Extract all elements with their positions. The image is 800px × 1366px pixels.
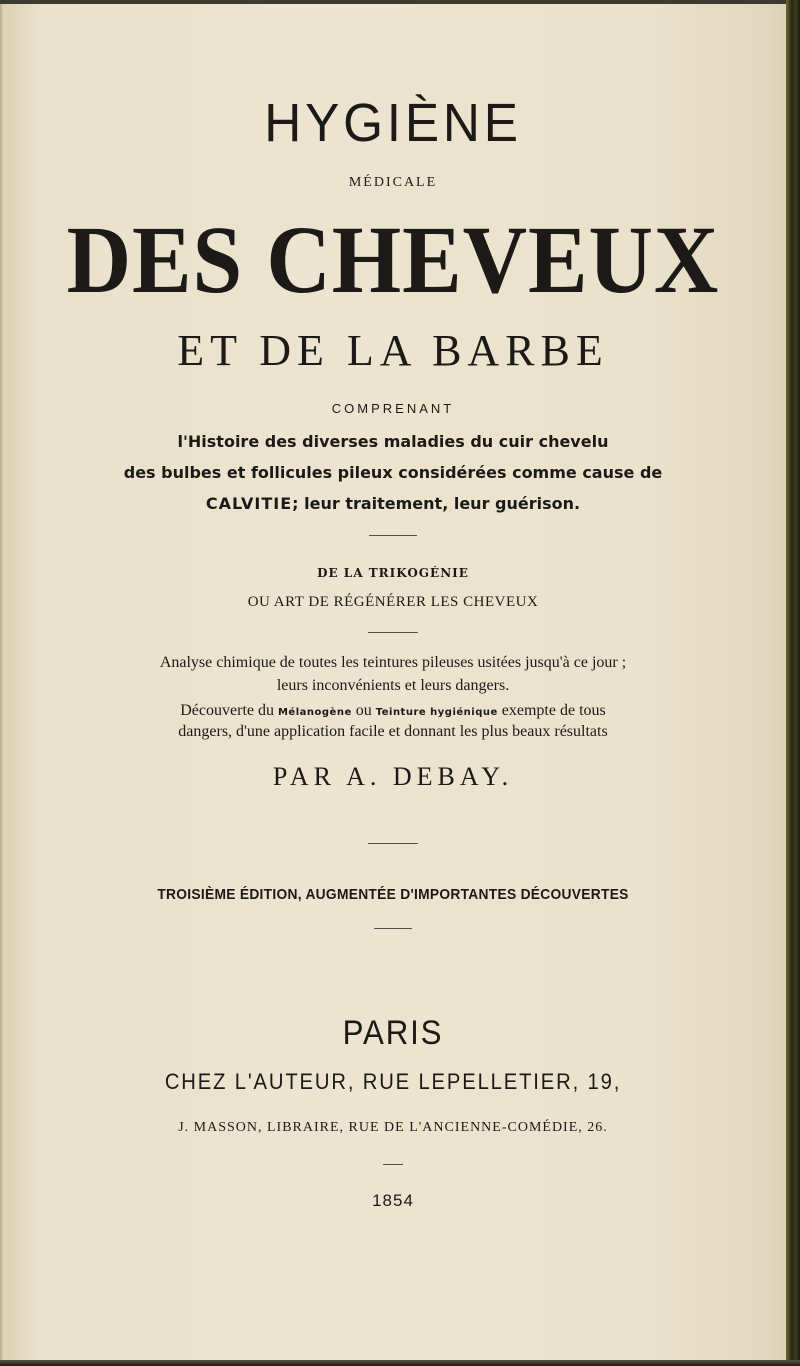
- rule-5: [383, 1164, 403, 1165]
- analyse-text-c: ou: [355, 702, 372, 719]
- edition-line: TROISIÈME ÉDITION, AUGMENTÉE D'IMPORTANTES DÉCOUVERTES: [157, 886, 629, 903]
- title-et-de-la-barbe: ET DE LA BARBE: [177, 326, 609, 375]
- publisher-line-2: J. MASSON, LIBRAIRE, RUE DE L'ANCIENNE-COMÉDIE, 26.: [178, 1120, 608, 1135]
- rule-2: [368, 632, 418, 633]
- page-bottom-edge: [0, 1360, 800, 1366]
- book-binding-edge: [786, 0, 800, 1366]
- title-medicale: MÉDICALE: [348, 175, 438, 190]
- analyse-text-a: Découverte du: [180, 702, 274, 719]
- analyse-line-3: [0, 702, 786, 720]
- calvitie-word: CALVITIE: [205, 494, 293, 513]
- publisher-line-1: CHEZ L'AUTEUR, RUE LEPELLETIER, 19,: [164, 1069, 622, 1094]
- analyse-line-2: leurs inconvénients et leurs dangers.: [276, 677, 510, 694]
- teinture-term: Teinture hygiénique: [375, 707, 498, 718]
- description-line-3-rest: ; leur traitement, leur guérison.: [292, 494, 581, 513]
- section-trikogenie: DE LA TRIKOGÉNIE: [317, 566, 469, 580]
- title-des-cheveux: DES CHEVEUX: [66, 206, 720, 313]
- description-line-3: [0, 494, 786, 513]
- author-line: PAR A. DEBAY.: [272, 762, 514, 791]
- description-line-2: des bulbes et follicules pileux considérées comme cause de: [123, 463, 663, 482]
- publication-year: 1854: [372, 1191, 414, 1210]
- melanogene-term: Mélanogène: [277, 707, 352, 718]
- page-top-edge: [0, 0, 800, 4]
- rule-1: [369, 535, 417, 536]
- city-paris: PARIS: [342, 1014, 444, 1052]
- analyse-line-1: Analyse chimique de toutes les teintures pileuses usitées jusqu'à ce jour ;: [159, 654, 627, 671]
- section-art-regenerer: OU ART DE RÉGÉNÉRER LES CHEVEUX: [247, 594, 539, 610]
- analyse-line-4: dangers, d'une application facile et donnant les plus beaux résultats: [178, 723, 608, 740]
- title-hygiene: HYGIÈNE: [264, 93, 522, 153]
- description-line-1: l'Histoire des diverses maladies du cuir chevelu: [177, 432, 609, 451]
- rule-3: [368, 843, 418, 844]
- rule-4: [374, 928, 412, 929]
- analyse-text-e: exempte de tous: [501, 702, 606, 719]
- subtitle-comprenant: COMPRENANT: [331, 401, 455, 416]
